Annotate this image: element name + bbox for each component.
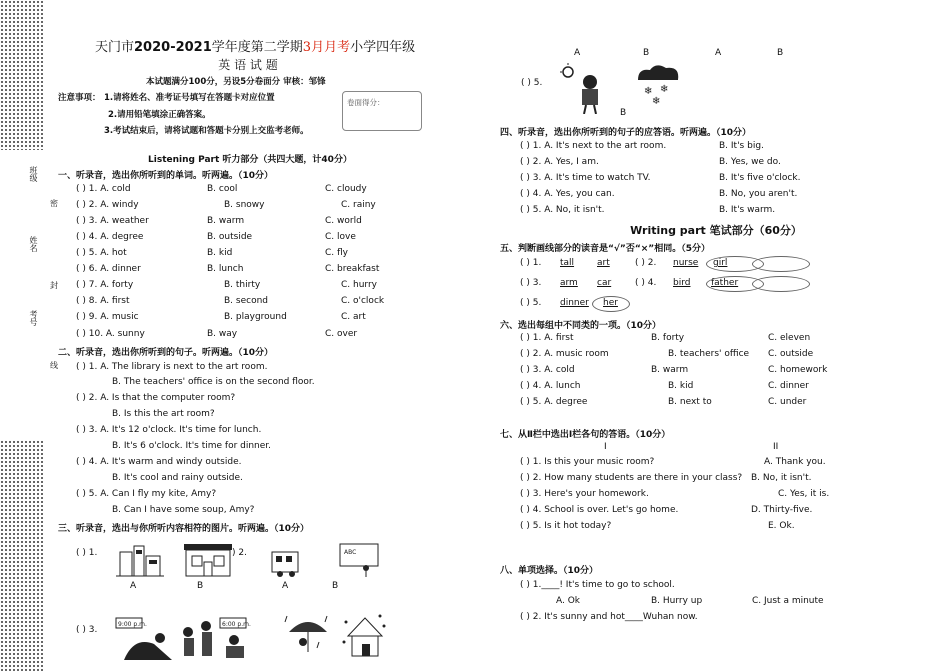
s1-q2-c: C. rainy [341, 200, 376, 210]
s6-q2-a: ( ) 2. A. music room [520, 349, 609, 359]
s1-q3-c: C. world [325, 216, 362, 226]
notice-2: 2.请用铅笔填涂正确答案。 [108, 110, 211, 120]
title-pre: 天门市 [95, 40, 135, 55]
s5-q3-num: ( ) 3. [520, 278, 542, 288]
s1-q4-b: B. outside [207, 232, 253, 242]
s7-col1-head: I [604, 442, 607, 452]
s6-q1-c: C. eleven [768, 333, 811, 343]
family-dinner-image [178, 616, 218, 660]
s1-q7-b: B. thirty [224, 280, 261, 290]
s2-q1-a: ( ) 1. A. The library is next to the art room. [76, 362, 268, 372]
listening-part-title: Listening Part 听力部分（共四大题，计40分） [148, 155, 352, 165]
s1-q9: ( ) 9. A. music [76, 312, 139, 322]
s3-q4-b: B [643, 48, 650, 58]
s1-q8-b: B. second [224, 296, 268, 306]
s1-q6: ( ) 6. A. dinner [76, 264, 141, 274]
subject-title: 英 语 试 题 [218, 58, 278, 72]
s7-q2-a: ( ) 2. How many students are there in your class? [520, 473, 743, 483]
s5-q1-w2: art [597, 258, 610, 268]
s1-q6-b: B. lunch [207, 264, 244, 274]
s1-q2: ( ) 2. A. windy [76, 200, 139, 210]
section-2-title: 二、听录音，选出你所听到的句子。听两遍。（10分） [58, 348, 274, 358]
s1-q4: ( ) 4. A. degree [76, 232, 144, 242]
s7-q4-b: D. Thirty-five. [751, 505, 813, 515]
s3-q1-a: A [130, 581, 137, 591]
s5-q1-num: ( ) 1. [520, 258, 542, 268]
section-7-title: 七、从Ⅱ栏中选出Ⅰ栏各句的答语。（10分） [500, 430, 671, 440]
s2-q3-b: B. It's 6 o'clock. It's time for dinner. [112, 441, 272, 451]
s7-q1-a: ( ) 1. Is this your music room? [520, 457, 655, 467]
section-8-title: 八、单项选择。（10分） [500, 566, 599, 576]
seal-feng: 封 [50, 281, 58, 290]
s1-q7: ( ) 7. A. forty [76, 280, 134, 290]
title-red: 3月月考 [302, 40, 351, 55]
snowflake-2: ❄ [660, 84, 669, 95]
clock-study-image [218, 616, 258, 660]
score-box [342, 91, 422, 131]
s6-q4-a: ( ) 4. A. lunch [520, 381, 581, 391]
s1-q9-c: C. art [341, 312, 366, 322]
s8-q1-b: B. Hurry up [651, 596, 703, 606]
notice-label: 注意事项： [58, 93, 101, 103]
s3-q2-label: ) 2. [232, 548, 247, 558]
score-line: 本试题满分100分，另设5分卷面分 审核：邹锋 [146, 77, 326, 87]
s7-q5-b: E. Ok. [768, 521, 795, 531]
clock1-text: 9:00 p.m. [118, 621, 147, 628]
binding-dots-top [0, 0, 44, 150]
s5-q3-w2: car [597, 278, 612, 288]
s6-q4-c: C. dinner [768, 381, 809, 391]
s3-pic-b-label: B [620, 108, 627, 118]
s1-q5: ( ) 5. A. hot [76, 248, 127, 258]
s1-q10: ( ) 10. A. sunny [76, 329, 145, 339]
blackboard-image [336, 542, 384, 578]
s5-q1-w1: tall [560, 258, 575, 268]
s7-q2-b: B. No, it isn't. [751, 473, 812, 483]
s5-r2-oval-2 [752, 276, 810, 292]
s6-q3-b: B. warm [651, 365, 689, 375]
class-label: 班级 [29, 166, 38, 182]
s8-q2: ( ) 2. It's sunny and hot____Wuhan now. [520, 612, 698, 622]
s1-q1-b: B. cool [207, 184, 238, 194]
s1-q10-c: C. over [325, 329, 358, 339]
s7-q3-a: ( ) 3. Here's your homework. [520, 489, 649, 499]
s1-q4-c: C. love [325, 232, 356, 242]
section-1-title: 一、听录音，选出你所听到的单词。听两遍。（10分） [58, 171, 274, 181]
s5-r3-oval [592, 296, 630, 312]
snowflake-1: ❄ [644, 86, 653, 97]
s2-q5-a: ( ) 5. A. Can I fly my kite, Amy? [76, 489, 217, 499]
sunny-hot-image [560, 62, 610, 114]
s6-q4-b: B. kid [668, 381, 694, 391]
s4-q1-a: ( ) 1. A. It's next to the art room. [520, 141, 667, 151]
s5-q3-w1: arm [560, 278, 578, 288]
classroom-image [270, 544, 310, 578]
s1-q1-c: C. cloudy [325, 184, 367, 194]
s1-q5-c: C. fly [325, 248, 349, 258]
s2-q2-a: ( ) 2. A. Is that the computer room? [76, 393, 236, 403]
rainy-umbrella-image [283, 612, 333, 660]
section-3-title: 三、听录音，选出与你所听内容相符的图片。听两遍。（10分） [58, 524, 310, 534]
s1-q10-b: B. way [207, 329, 238, 339]
s3-q2-a: A [282, 581, 289, 591]
s7-q4-a: ( ) 4. School is over. Let's go home. [520, 505, 679, 515]
s5-q5-w2: her [603, 298, 618, 308]
s4-q2-a: ( ) 2. A. Yes, I am. [520, 157, 599, 167]
clock-dinner-image [114, 616, 176, 660]
s3-q3-label: ( ) 3. [76, 625, 98, 635]
s3-q1-b: B [197, 581, 204, 591]
s4-q4-a: ( ) 4. A. Yes, you can. [520, 189, 615, 199]
s6-q1-a: ( ) 1. A. first [520, 333, 574, 343]
s5-q4-w1: bird [673, 278, 691, 288]
page-title [95, 36, 415, 55]
s4-q3-b: B. It's five o'clock. [719, 173, 801, 183]
s8-q1-c: C. Just a minute [752, 596, 824, 606]
section-6-title: 六、选出每组中不同类的一项。（10分） [500, 321, 662, 331]
s5-q4-num: ( ) 4. [635, 278, 657, 288]
s2-q2-b: B. Is this the art room? [112, 409, 215, 419]
school-building-image [116, 538, 164, 578]
name-label: 姓名 [29, 236, 38, 252]
s2-q4-b: B. It's cool and rainy outside. [112, 473, 243, 483]
score-box-label: 卷面得分： [347, 98, 385, 107]
s2-q1-b: B. The teachers' office is on the second floor. [112, 377, 315, 387]
notice-1: 1.请将姓名、准考证号填写在答题卡对应位置 [104, 93, 275, 103]
s4-q1-b: B. It's big. [719, 141, 764, 151]
notice-3: 3.考试结束后，请将试题和答题卡分别上交监考老师。 [104, 126, 309, 136]
s1-q5-b: B. kid [207, 248, 233, 258]
exam-no-label: 考号 [29, 310, 38, 326]
title-mid: 学年度第二学期 [211, 40, 303, 55]
s1-q3: ( ) 3. A. weather [76, 216, 149, 226]
s1-q3-b: B. warm [207, 216, 245, 226]
s6-q5-c: C. under [768, 397, 807, 407]
s3-q2-b: B [332, 581, 339, 591]
s4-q3-a: ( ) 3. A. It's time to watch TV. [520, 173, 651, 183]
seal-mi: 密 [50, 199, 58, 208]
s5-q4-w2: father [711, 278, 739, 288]
seal-xian: 线 [50, 361, 58, 370]
s8-q1-a: A. Ok [556, 596, 581, 606]
s3-q5-label: ( ) 5. [521, 78, 543, 88]
shop-building-image [182, 542, 234, 578]
s1-q2-b: B. snowy [224, 200, 265, 210]
s1-q8: ( ) 8. A. first [76, 296, 130, 306]
s5-q5-num: ( ) 5. [520, 298, 542, 308]
s6-q5-a: ( ) 5. A. degree [520, 397, 588, 407]
s5-q2-w2: girl [713, 258, 728, 268]
writing-part-title: Writing part 笔试部分（60分） [630, 224, 802, 237]
s7-q1-b: A. Thank you. [764, 457, 826, 467]
s7-q5-a: ( ) 5. Is it hot today? [520, 521, 612, 531]
s6-q2-c: C. outside [768, 349, 814, 359]
section-4-title: 四、听录音，选出你所听到的句子的应答语。听两遍。（10分） [500, 128, 752, 138]
snowy-house-image [340, 612, 390, 660]
s3-q4-a: A [574, 48, 581, 58]
s3-q5-a: A [715, 48, 722, 58]
s1-q1: ( ) 1. A. cold [76, 184, 131, 194]
s5-q5-w1: dinner [560, 298, 589, 308]
s1-q9-b: B. playground [224, 312, 287, 322]
s8-q1: ( ) 1.____! It's time to go to school. [520, 580, 675, 590]
s2-q4-a: ( ) 4. A. It's warm and windy outside. [76, 457, 242, 467]
title-year: 2020-2021 [134, 40, 212, 55]
s6-q2-b: B. teachers' office [668, 349, 750, 359]
s7-q3-b: C. Yes, it is. [778, 489, 830, 499]
snowy-cloud-image [634, 62, 682, 106]
s6-q3-a: ( ) 3. A. cold [520, 365, 575, 375]
section-5-title: 五、判断画线部分的读音是“√”否“×”相同。（5分） [500, 244, 710, 254]
s4-q5-a: ( ) 5. A. No, it isn't. [520, 205, 605, 215]
s2-q5-b: B. Can I have some soup, Amy? [112, 505, 255, 515]
s3-q5-b: B [777, 48, 784, 58]
s5-r1-oval-2 [752, 256, 810, 272]
s6-q5-b: B. next to [668, 397, 712, 407]
clock2-text: 6:00 p.m. [222, 621, 251, 628]
title-post: 小学四年级 [350, 40, 416, 55]
s7-col2-head: II [773, 442, 779, 452]
s5-q2-num: ( ) 2. [635, 258, 657, 268]
s1-q8-c: C. o'clock [341, 296, 385, 306]
board-abc-text: ABC [344, 549, 357, 556]
snowflake-3: ❄ [652, 96, 661, 106]
s1-q6-c: C. breakfast [325, 264, 380, 274]
s5-q2-w1: nurse [673, 258, 699, 268]
s3-q1-label: ( ) 1. [76, 548, 98, 558]
s6-q3-c: C. homework [768, 365, 828, 375]
s2-q3-a: ( ) 3. A. It's 12 o'clock. It's time for lunch. [76, 425, 262, 435]
s4-q5-b: B. It's warm. [719, 205, 776, 215]
binding-dots-bottom [0, 440, 44, 672]
s1-q7-c: C. hurry [341, 280, 377, 290]
s4-q2-b: B. Yes, we do. [719, 157, 781, 167]
s4-q4-b: B. No, you aren't. [719, 189, 798, 199]
s6-q1-b: B. forty [651, 333, 685, 343]
